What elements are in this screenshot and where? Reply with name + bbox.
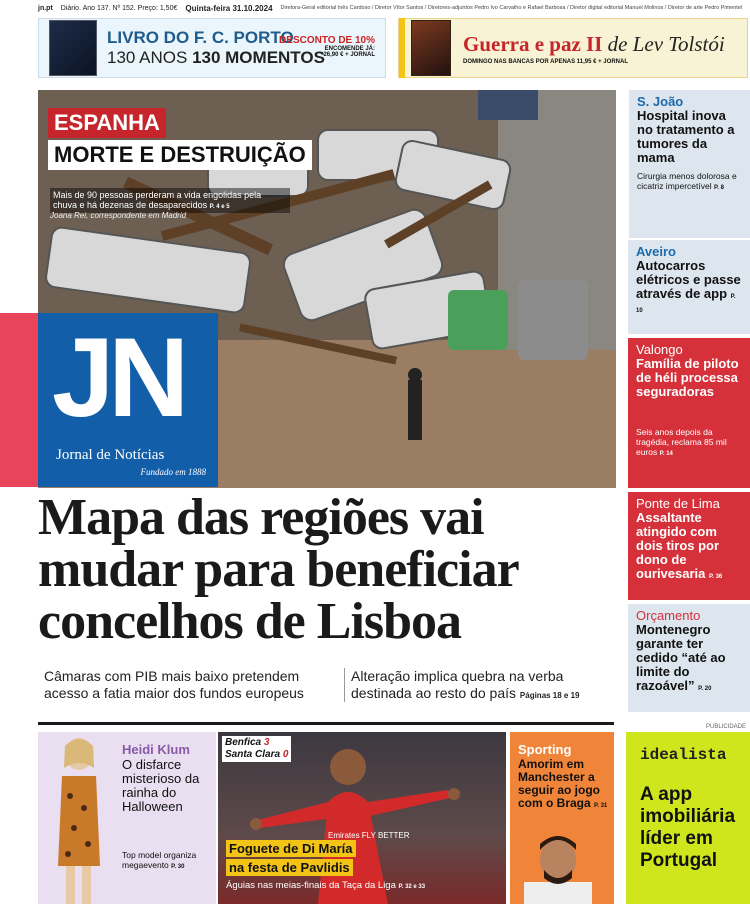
story-page-ref: P. 8 [714, 185, 724, 192]
section-divider [38, 722, 614, 725]
story-headline: Assaltante atingido com dois tiros por dono de ourivesaria [636, 510, 720, 582]
story-body: Cirurgia menos dolorosa e cicatriz impercetível [637, 171, 737, 192]
promo-tolstoi-title: Guerra e paz II [463, 31, 603, 56]
story-kicker: Valongo [636, 342, 683, 357]
porto-book-cover [49, 20, 97, 76]
promo-porto-sub-a: 130 ANOS [107, 48, 188, 67]
hero-summary-text: Mais de 90 pessoas perderam a vida engolidas pela chuva e há dezenas de desaparecidos [53, 190, 262, 211]
ad-brand: idealista [640, 746, 727, 764]
story-page-ref: P. 14 [659, 451, 673, 458]
hero-headline: MORTE E DESTRUIÇÃO [48, 140, 312, 170]
story-kicker: Orçamento [636, 608, 701, 623]
story-headline: Família de piloto de héli processa seguradoras [636, 356, 739, 400]
ad-slogan: A app imobiliária líder em Portugal [640, 784, 736, 871]
story-page-ref: P. 10 [636, 294, 736, 315]
promo-porto-title: LIVRO DO F. C. PORTO [107, 28, 294, 47]
editorial-credits: Diretora-Geral editorial Inês Cardoso / Diretor Vítor Santos / Diretores-adjuntos Pedro Ivo Carvalho e Rafael Barbosa / Diretor digital editorial Manuel Molinos / Diretor de arte Pedro Pimentel [280, 5, 743, 11]
jn-logo-mark: JN [52, 315, 184, 440]
story-benfica[interactable] [218, 732, 506, 904]
promo-accent-bar [399, 18, 405, 78]
hero-kicker: ESPANHA [48, 108, 166, 138]
story-kicker: Aveiro [636, 244, 676, 259]
promo-porto-offer [279, 35, 375, 58]
main-subhead-right-text: Alteração implica quebra na verba destinada ao resto do país [351, 668, 564, 701]
story-page-ref: P. 32 e 33 [398, 884, 426, 890]
jn-logo[interactable] [38, 313, 218, 487]
promo-tolstoi-author: de Lev Tolstói [607, 31, 725, 56]
issue-date: Quinta-feira 31.10.2024 [185, 3, 273, 13]
team1-name: Benfica [225, 737, 262, 748]
sidebar-story-valongo[interactable] [628, 338, 750, 488]
promo-porto-sub-b: 130 MOMENTOS [192, 48, 325, 67]
story-page-ref: P. 20 [698, 686, 712, 693]
tolstoi-book-cover [411, 20, 451, 76]
story-heidi-klum[interactable] [38, 732, 216, 904]
main-page-ref: Páginas 18 e 19 [519, 690, 580, 700]
jn-logo-name: Jornal de Notícias [56, 447, 165, 463]
story-headline: O disfarce misterioso da rainha do Halloween [122, 757, 200, 815]
story-kicker: Heidi Klum [122, 742, 190, 757]
issue-info: Diário. Ano 137. Nº 152. Preço: 1,50€ [60, 4, 178, 12]
team2-score: 0 [282, 749, 289, 760]
shirt-sponsor: Emirates FLY BETTER [328, 831, 410, 840]
story-kicker: Ponte de Lima [636, 496, 720, 511]
sidebar-story-orcamento[interactable] [628, 604, 750, 712]
benfica-caption [226, 840, 356, 878]
hero-author: Joana Rei, correspondente em Madrid [50, 211, 187, 220]
masthead-strip [0, 0, 750, 16]
story-sporting[interactable] [510, 732, 614, 904]
story-headline: Autocarros elétricos e passe através de app [636, 258, 741, 302]
caption-line1: Foguete de Di María [226, 840, 356, 857]
story-headline: Montenegro garante ter cedido “até ao limite do razoável” [636, 622, 726, 694]
ad-idealista[interactable] [626, 732, 750, 904]
logo-red-band [0, 313, 38, 487]
sidebar-story-sao-joao[interactable] [628, 90, 750, 238]
story-kicker: Sporting [518, 742, 572, 757]
match-score [222, 736, 291, 762]
team2-name: Santa Clara [225, 749, 281, 760]
amorim-photo [524, 830, 592, 904]
story-body: Águias nas meias-finais da Taça da Liga [226, 880, 396, 891]
heidi-klum-photo [44, 736, 114, 904]
story-body: Top model organiza megaevento [122, 850, 197, 871]
sidebar-story-ponte-de-lima[interactable] [628, 492, 750, 600]
main-subhead-right [344, 668, 614, 702]
hero-page-ref: P. 4 e 5 [209, 204, 230, 211]
story-headline: Amorim em Manchester a seguir ao jogo com o Braga [518, 757, 601, 810]
story-body: Seis anos depois da tragédia, reclama 85 mil euros [636, 427, 727, 458]
main-headline[interactable]: Mapa das regiões vai mudar para beneficiar concelhos de Lisboa [38, 489, 518, 650]
promo-tolstoi-tagline: DOMINGO NAS BANCAS POR APENAS 11,95 € + JORNAL [463, 58, 628, 65]
hero-summary [50, 188, 290, 213]
hero-headline-box[interactable] [48, 108, 312, 170]
story-kicker: S. João [637, 94, 684, 109]
team1-score: 3 [263, 737, 270, 748]
offer-price: 26,90 € + JORNAL [323, 52, 375, 58]
jn-logo-founded: Fundado em 1888 [140, 467, 206, 477]
site-url[interactable]: jn.pt [38, 4, 53, 12]
promo-guerra-e-paz[interactable] [398, 18, 748, 78]
promo-fc-porto-book[interactable] [38, 18, 386, 78]
main-subhead-left: Câmaras com PIB mais baixo pretendem acesso a fatia maior dos fundos europeus [44, 668, 304, 701]
story-headline: Hospital inova no tratamento a tumores da mama [637, 108, 735, 166]
story-page-ref: P. 36 [709, 574, 723, 581]
offer-order: ENCOMENDE JÁ: [324, 46, 375, 52]
story-page-ref: P. 30 [171, 864, 185, 871]
sidebar-story-aveiro[interactable] [628, 240, 750, 334]
ad-label: PUBLICIDADE [705, 724, 746, 730]
story-page-ref: P. 31 [594, 802, 608, 809]
offer-discount: DESCONTO DE 10% [279, 35, 375, 46]
caption-line2: na festa de Pavlidis [226, 859, 353, 876]
